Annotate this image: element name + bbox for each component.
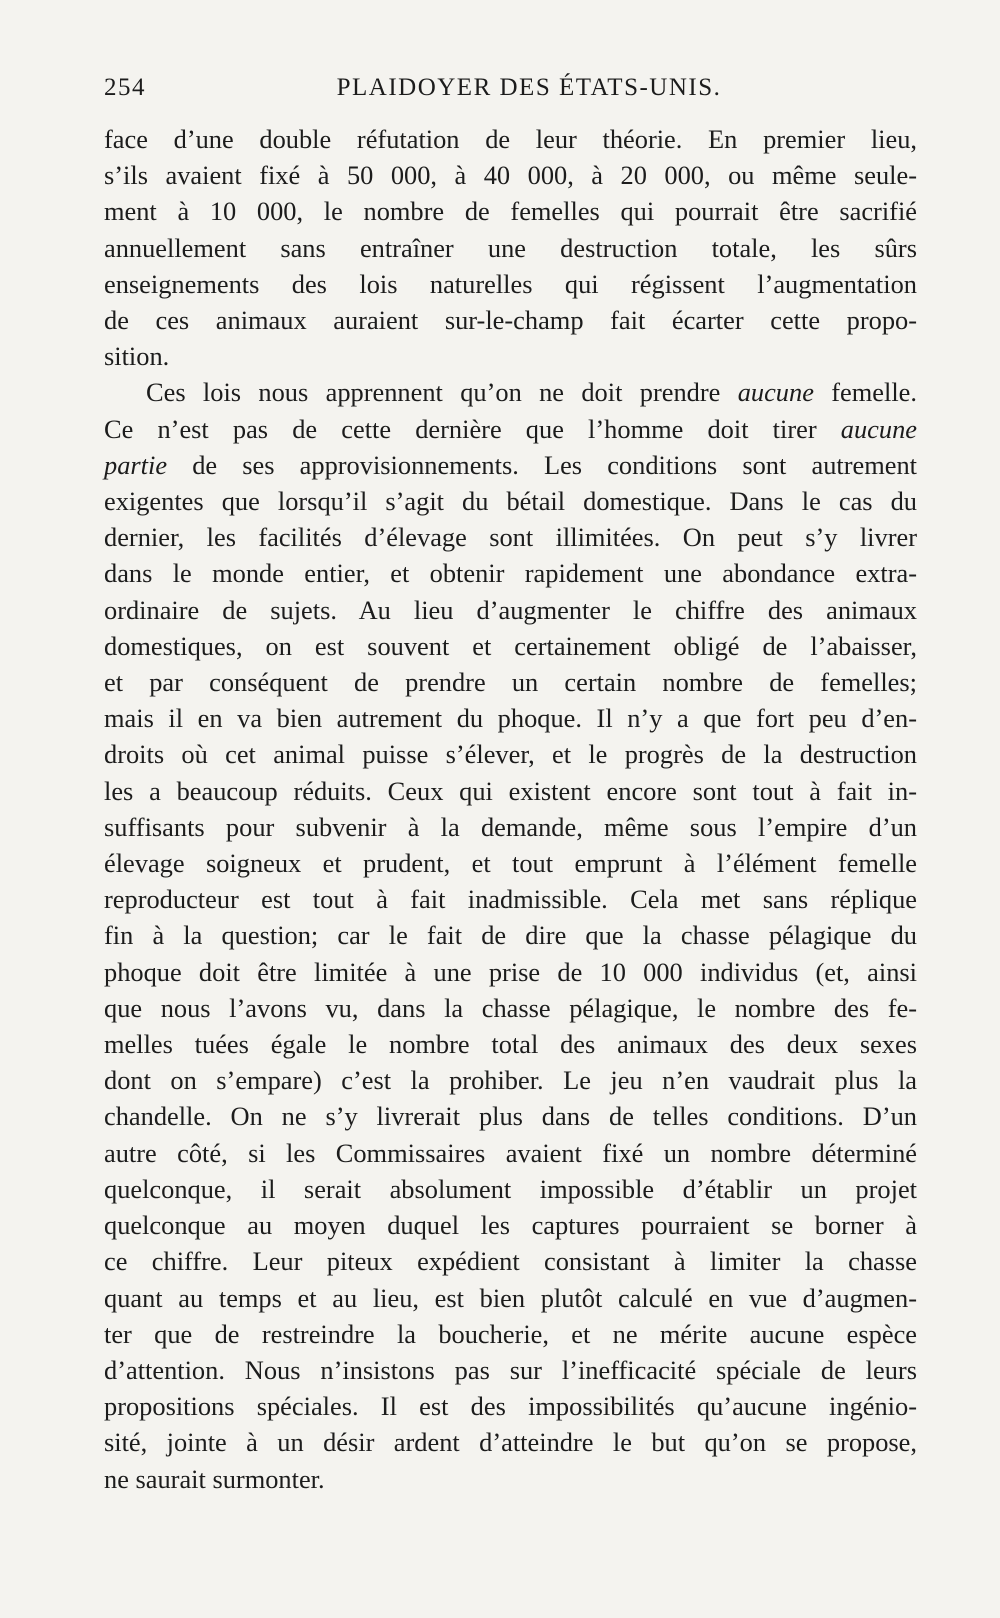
text-segment: Ces lois nous apprennent qu’on ne doit prendre	[146, 377, 738, 408]
page-number: 254	[104, 74, 146, 101]
text-line: phoque doit être limitée à une prise de 10 000 individus (et, ainsi	[104, 956, 917, 987]
text-segment: Ce n’est pas de cette dernière que l’homme doit tirer	[104, 413, 841, 444]
text-line: s’ils avaient fixé à 50 000, à 40 000, à 20 000, ou même seule-	[104, 160, 917, 191]
text-line: droits où cet animal puisse s’élever, et le progrès de la destruction	[104, 739, 917, 770]
text-line: les a beaucoup réduits. Ceux qui existent encore sont tout à fait in-	[104, 775, 917, 806]
text-line: que nous l’avons vu, dans la chasse pélagique, le nombre des fe-	[104, 992, 917, 1023]
running-title: PLAIDOYER DES ÉTATS-UNIS.	[336, 74, 722, 101]
running-head	[104, 70, 914, 110]
text-line: face d’une double réfutation de leur théorie. En premier lieu,	[104, 124, 917, 154]
text-line: ce chiffre. Leur piteux expédient consistant à limiter la chasse	[104, 1246, 917, 1277]
text-line: ter que de restreindre la boucherie, et ne mérite aucune espèce	[104, 1318, 917, 1349]
italic-word: aucune	[737, 377, 814, 408]
text-line: chandelle. On ne s’y livrerait plus dans de telles conditions. D’un	[104, 1101, 917, 1132]
text-line: ne saurait surmonter.	[104, 1463, 325, 1494]
paragraph-2	[104, 374, 917, 1496]
text-line: fin à la question; car le fait de dire que la chasse pélagique du	[104, 920, 917, 951]
text-line: enseignements des lois naturelles qui régissent l’augmentation	[104, 268, 917, 299]
text-line	[104, 447, 917, 483]
text-line: et par conséquent de prendre un certain nombre de femelles;	[104, 667, 917, 698]
text-line: exigentes que lorsqu’il s’agit du bétail domestique. Dans le cas du	[104, 486, 917, 517]
body-text	[104, 121, 917, 1497]
text-line: annuellement sans entraîner une destruction totale, les sûrs	[104, 232, 917, 263]
text-line: suffisants pour subvenir à la demande, même sous l’empire d’un	[104, 811, 917, 842]
text-line: dans le monde entier, et obtenir rapidement une abondance extra-	[104, 558, 917, 589]
italic-word: aucune	[840, 413, 917, 444]
text-line: domestiques, on est souvent et certainement obligé de l’abaisser,	[104, 630, 917, 661]
text-line: d’attention. Nous n’insistons pas sur l’inefficacité spéciale de leurs	[104, 1354, 917, 1385]
paragraph-1	[104, 121, 917, 374]
italic-word: partie	[104, 449, 168, 480]
text-segment: femelle.	[813, 377, 917, 408]
text-line	[104, 411, 917, 447]
text-line: dont on s’empare) c’est la prohiber. Le jeu n’en vaudrait plus la	[104, 1065, 917, 1096]
text-line: sité, jointe à un désir ardent d’atteindre le but qu’on se propose,	[104, 1427, 917, 1458]
text-line: quelconque au moyen duquel les captures pourraient se borner à	[104, 1210, 917, 1241]
text-line: ment à 10 000, le nombre de femelles qui pourrait être sacrifié	[104, 196, 917, 227]
text-line: melles tuées égale le nombre total des animaux des deux sexes	[104, 1029, 917, 1060]
text-line: de ces animaux auraient sur-le-champ fait écarter cette propo-	[104, 305, 917, 336]
text-line: mais il en va bien autrement du phoque. Il n’y a que fort peu d’en-	[104, 703, 917, 734]
text-line: sition.	[104, 341, 170, 372]
text-line: propositions spéciales. Il est des impossibilités qu’aucune ingénio-	[104, 1391, 917, 1422]
text-segment: de ses approvisionnements. Les conditions sont autrement	[167, 449, 917, 480]
text-line: reproducteur est tout à fait inadmissible. Cela met sans réplique	[104, 884, 917, 915]
text-line: ordinaire de sujets. Au lieu d’augmenter le chiffre des animaux	[104, 594, 917, 625]
text-line: quant au temps et au lieu, est bien plutôt calculé en vue d’augmen-	[104, 1282, 917, 1313]
text-line: élevage soigneux et prudent, et tout emprunt à l’élément femelle	[104, 848, 917, 879]
text-line: quelconque, il serait absolument impossible d’établir un projet	[104, 1173, 917, 1204]
text-line	[104, 374, 917, 410]
text-line: autre côté, si les Commissaires avaient fixé un nombre déterminé	[104, 1137, 917, 1168]
text-line: dernier, les facilités d’élevage sont illimitées. On peut s’y livrer	[104, 522, 917, 553]
